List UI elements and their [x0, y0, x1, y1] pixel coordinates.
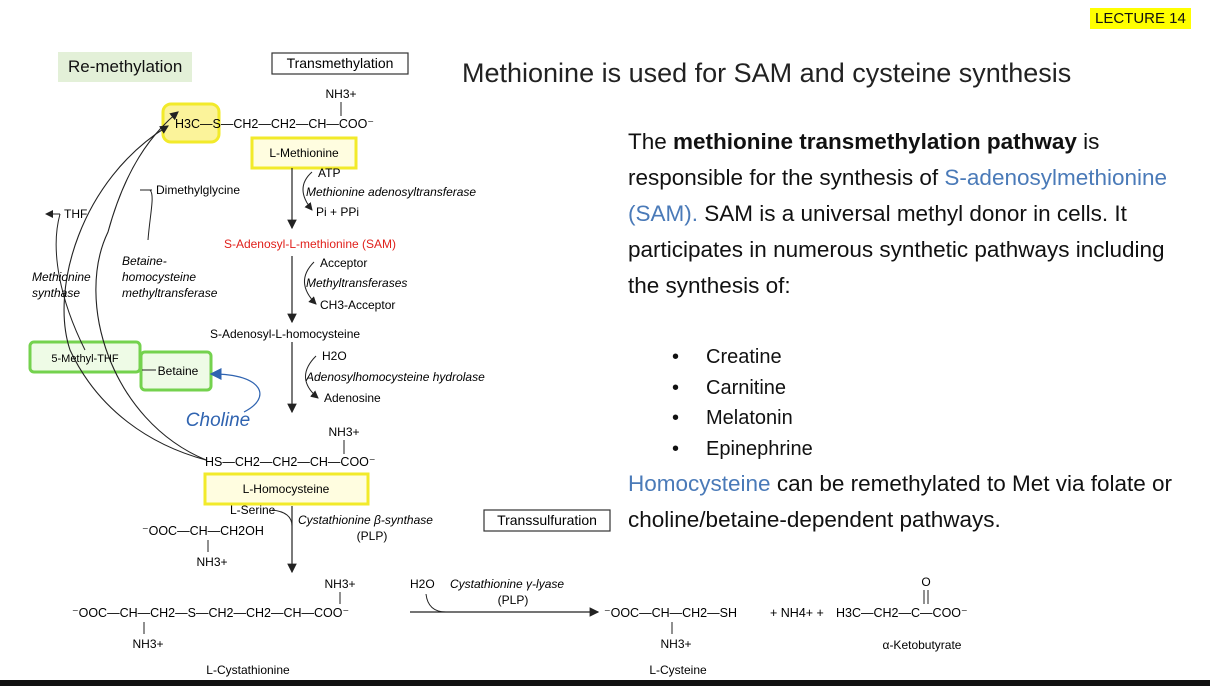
p2-homocysteine-term: Homocysteine — [628, 471, 771, 496]
met-nh3: NH3+ — [325, 87, 357, 101]
hcy-nh3: NH3+ — [328, 425, 360, 439]
cysteine-formula: ⁻OOC—CH—CH2—SH — [604, 606, 737, 620]
atp-label: ATP — [318, 166, 341, 180]
akb-formula: H3C—CH2—C—COO⁻ — [836, 606, 968, 620]
met-adenosyltransferase-label: Methionine adenosyltransferase — [306, 185, 477, 199]
betaine-label: Betaine — [157, 364, 199, 378]
list-item: • Melatonin — [672, 407, 793, 429]
p2-text: can be remethylated to Met via folate or choline/betaine-dependent pathways. — [628, 471, 1173, 532]
sam-label: S-Adenosyl-L-methionine (SAM) — [223, 237, 397, 251]
l-serine-label: L-Serine — [230, 503, 276, 517]
ch3-acceptor-label: CH3-Acceptor — [320, 298, 396, 312]
acceptor-label: Acceptor — [320, 256, 368, 270]
list-item: • Creatine — [672, 346, 782, 368]
sah-label: S-Adenosyl-L-homocysteine — [210, 327, 361, 341]
cysteine-nh3: NH3+ — [660, 637, 692, 651]
h2o-label-2: H2O — [410, 577, 435, 591]
l-methionine-label: L-Methionine — [269, 146, 339, 160]
slide-title: Methionine is used for SAM and cysteine synthesis — [462, 58, 1072, 88]
cystathionine-nh3-top: NH3+ — [324, 577, 356, 591]
nh4-plus: + NH4+ + — [770, 606, 824, 620]
bottom-bar — [0, 680, 1210, 686]
highlight-boxes — [30, 104, 368, 504]
cystathionine-formula: ⁻OOC—CH—CH2—S—CH2—CH2—CH—COO⁻ — [72, 606, 350, 620]
transmethylation-label: Transmethylation — [286, 55, 394, 71]
cystathionine-nh3-bottom: NH3+ — [132, 637, 164, 651]
dimethylglycine-label: Dimethylglycine — [156, 183, 241, 197]
l-homocysteine-label: L-Homocysteine — [242, 482, 330, 496]
p1-text-b: is responsible for the synthesis of — [628, 129, 1100, 190]
akb-oxygen: O — [921, 575, 931, 589]
pi-ppi-label: Pi + PPi — [316, 205, 360, 219]
l-cysteine-label: L-Cysteine — [649, 663, 707, 677]
methyl-thf-label: 5-Methyl-THF — [51, 353, 119, 365]
akb-name: α-Ketobutyrate — [882, 638, 962, 652]
bhmt-line-2: homocysteine — [122, 270, 197, 284]
list-item: • Carnitine — [672, 376, 787, 399]
homocysteine-formula: HS—CH2—CH2—CH—COO⁻ — [205, 455, 376, 469]
l-cystathionine-label: L-Cystathionine — [206, 663, 290, 677]
bhmt-line-3: methyltransferase — [122, 286, 218, 300]
methionine-formula: H3C—S—CH2—CH2—CH—COO⁻ — [175, 117, 374, 131]
transsulfuration-label: Transsulfuration — [497, 512, 597, 528]
cystathionine-synthase-label: Cystathionine β-synthase — [298, 513, 433, 527]
ms-line-2: synthase — [32, 286, 81, 300]
cystathionine-lyase-label: Cystathionine γ-lyase — [450, 577, 565, 591]
h2o-label: H2O — [322, 349, 347, 363]
adenosine-label: Adenosine — [324, 391, 381, 405]
p1-sam-term: S-adenosylmethionine (SAM). — [628, 165, 1168, 226]
p1-text-a: The — [628, 129, 674, 154]
ms-line-1: Methionine — [32, 270, 91, 284]
plp-label-2: (PLP) — [497, 593, 529, 607]
remethylation-label: Re-methylation — [58, 52, 192, 82]
list-item: • Epinephrine — [672, 437, 813, 460]
p1-bold-term: methionine transmethylation pathway — [673, 129, 1077, 154]
choline-label: Choline — [185, 410, 251, 431]
lecture-tag: LECTURE 14 — [1090, 8, 1191, 29]
serine-nh3: NH3+ — [196, 555, 228, 569]
adenosylhomocysteine-hydrolase-label: Adenosylhomocysteine hydrolase — [306, 370, 485, 384]
thf-label: THF — [64, 207, 88, 221]
p1-text-c: SAM is a universal methyl donor in cells. It participates in numerous synthetic pathways including the synthesis of: — [628, 201, 1165, 298]
serine-formula: ⁻OOC—CH—CH2OH — [142, 524, 264, 538]
methyltransferases-label: Methyltransferases — [306, 276, 408, 290]
bhmt-line-1: Betaine- — [122, 254, 167, 268]
plp-label-1: (PLP) — [356, 529, 388, 543]
